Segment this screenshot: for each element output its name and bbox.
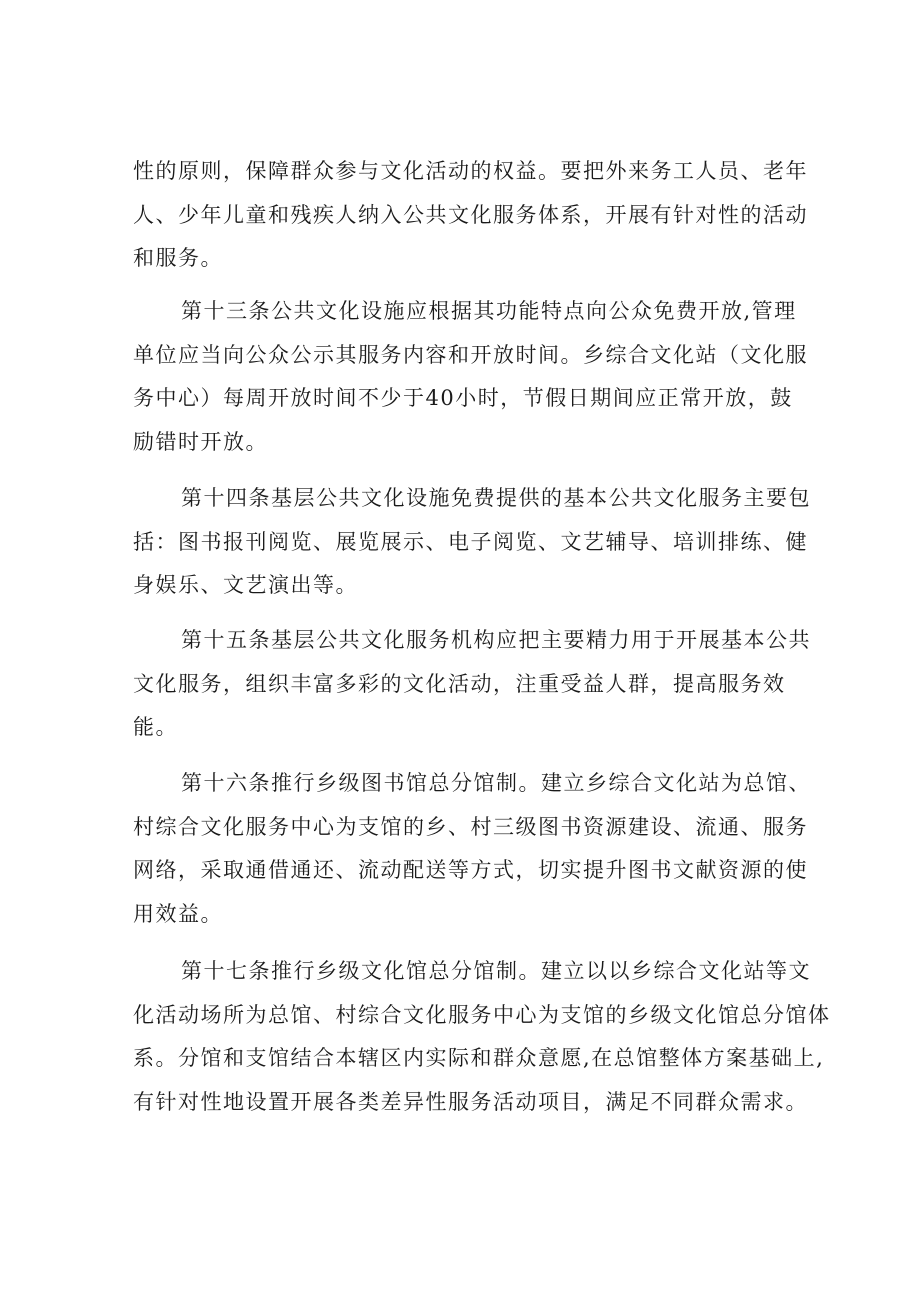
text-line: 励错时开放。 bbox=[133, 429, 268, 454]
text-line: 括：图书报刊阅览、展览展示、电子阅览、文艺辅导、培训排练、健 bbox=[133, 529, 808, 554]
text-line: 性的原则，保障群众参与文化活动的权益。要把外来务工人员、老年 bbox=[133, 159, 808, 183]
text-line: 系。分馆和支馆结合本辖区内实际和群众意愿,在总馆整体方案基础上, bbox=[133, 1046, 825, 1070]
text-line: 第十五条基层公共文化服务机构应把主要精力用于开展基本公共 bbox=[181, 628, 811, 652]
text-line: 第十三条公共文化设施应根据其功能特点向公众免费开放,管理 bbox=[181, 299, 797, 323]
paragraph-principle-continuation bbox=[133, 150, 813, 281]
text-line: 村综合文化服务中心为支馆的乡、村三级图书资源建设、流通、服务 bbox=[133, 814, 808, 839]
paragraph-article-13 bbox=[133, 290, 813, 464]
text-line: 身娱乐、文艺演出等。 bbox=[133, 573, 358, 597]
text-line: 文化服务，组织丰富多彩的文化活动，注重受益人群，提高服务效 bbox=[133, 671, 786, 696]
text-line: 第十七条推行乡级文化馆总分馆制。建立以以乡综合文化站等文 bbox=[181, 959, 811, 983]
text-line: 务中心）每周开放时间不少于40小时，节假日期间应正常开放，鼓 bbox=[133, 386, 793, 410]
paragraph-article-16 bbox=[133, 762, 813, 936]
text-line: 化活动场所为总馆、村综合文化服务中心为支馆的乡级文化馆总分馆体 bbox=[133, 1002, 831, 1027]
text-line: 和服务。 bbox=[133, 246, 223, 270]
paragraph-article-15 bbox=[133, 619, 813, 750]
paragraph-article-17 bbox=[133, 950, 831, 1124]
text-line: 网络，采取通借通还、流动配送等方式，切实提升图书文献资源的使 bbox=[133, 858, 808, 882]
text-line: 用效益。 bbox=[133, 901, 223, 926]
text-line: 第十四条基层公共文化设施免费提供的基本公共文化服务主要包 bbox=[181, 486, 811, 510]
text-line: 单位应当向公众公示其服务内容和开放时间。乡综合文化站（文化服 bbox=[133, 342, 808, 367]
paragraph-article-14 bbox=[133, 477, 813, 608]
text-line: 有针对性地设置开展各类差异性服务活动项目，满足不同群众需求。 bbox=[133, 1089, 808, 1114]
text-line: 第十六条推行乡级图书馆总分馆制。建立乡综合文化站为总馆、 bbox=[181, 771, 811, 795]
text-line: 能。 bbox=[133, 715, 178, 739]
text-line: 人、少年儿童和残疾人纳入公共文化服务体系，开展有针对性的活动 bbox=[133, 202, 808, 227]
